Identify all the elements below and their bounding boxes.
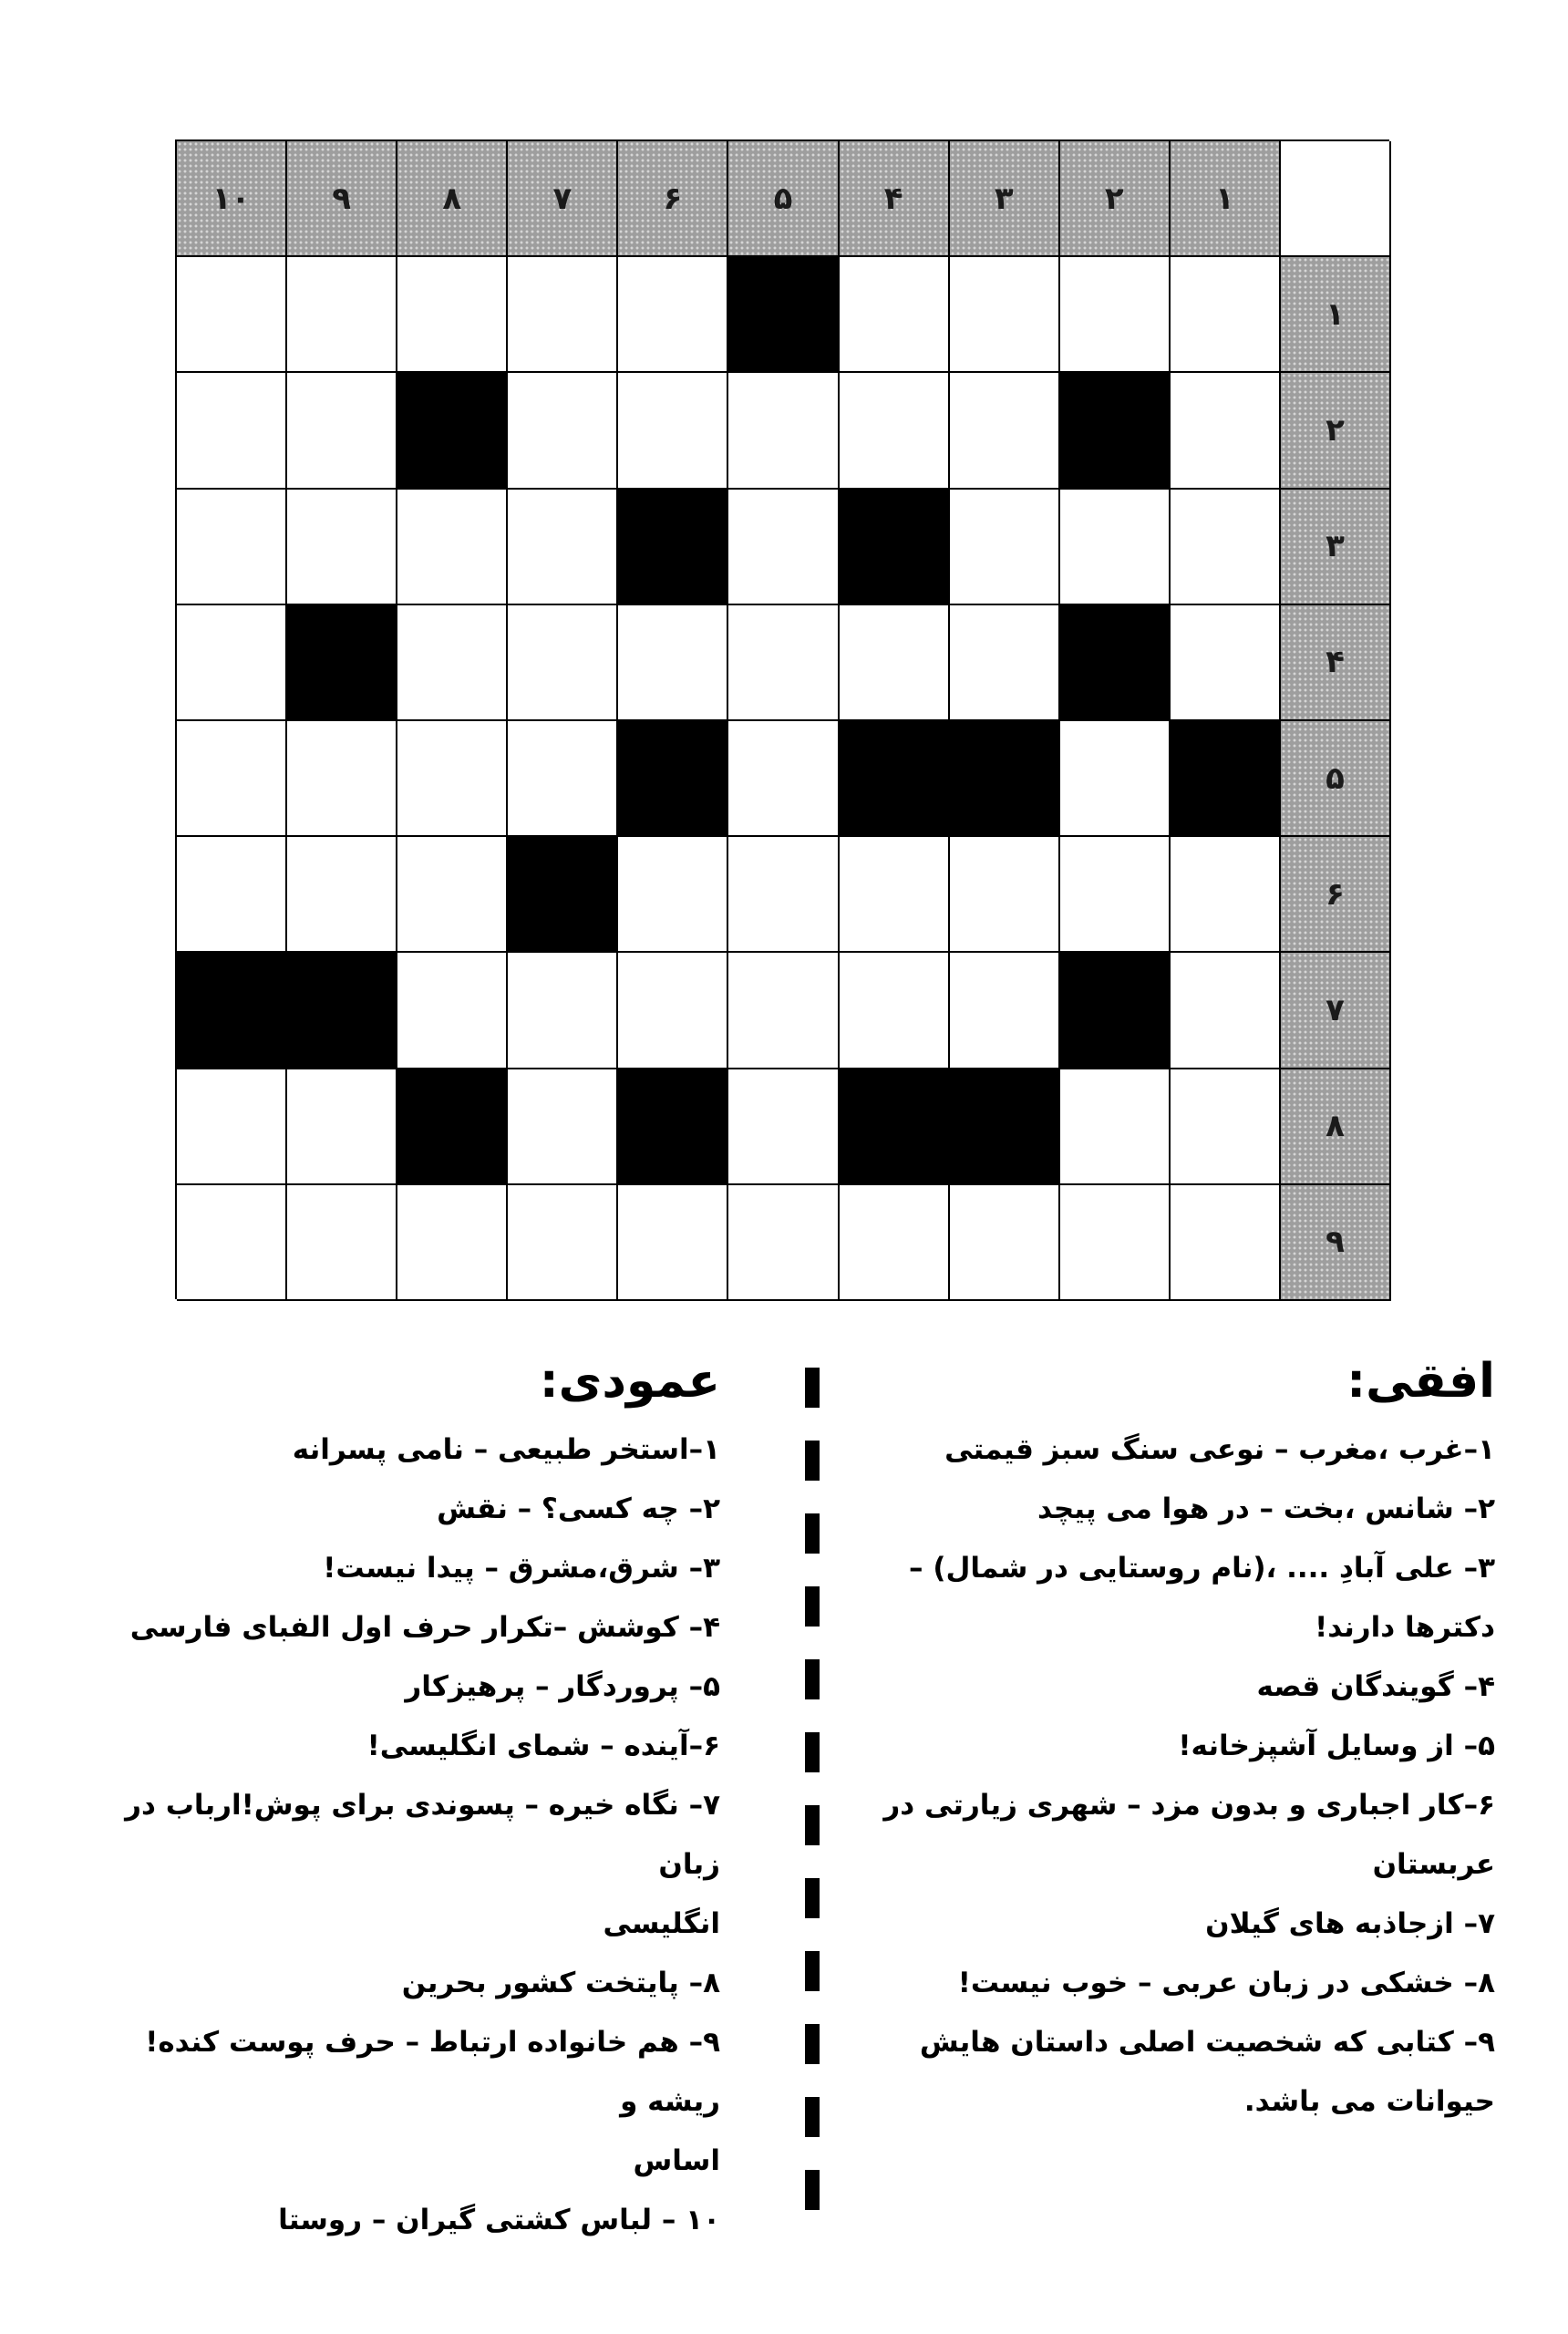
answer-cell[interactable]	[728, 953, 839, 1069]
crossword-grid	[175, 139, 1389, 1299]
black-cell	[287, 605, 397, 721]
answer-cell[interactable]	[287, 1185, 397, 1301]
down-clue-line: اساس	[633, 2144, 720, 2177]
answer-cell[interactable]	[1171, 837, 1281, 953]
answer-cell[interactable]	[1171, 257, 1281, 373]
column-header: ۹	[287, 141, 397, 257]
across-clue-line: ۳– علی آبادِ .... ،(نام روستایی در شمال) –	[909, 1552, 1495, 1585]
black-cell	[397, 1069, 508, 1185]
answer-cell[interactable]	[728, 1069, 839, 1185]
answer-cell[interactable]	[840, 257, 950, 373]
answer-cell[interactable]	[177, 837, 287, 953]
answer-cell[interactable]	[618, 1185, 728, 1301]
row-header: ۵	[1281, 721, 1391, 837]
down-clue-list	[64, 1420, 720, 2250]
row-header: ۷	[1281, 953, 1391, 1069]
row-header: ۴	[1281, 605, 1391, 721]
answer-cell[interactable]	[840, 605, 950, 721]
across-clue-line: ۸– خشکی در زبان عربی – خوب نیست!	[957, 1967, 1495, 1999]
answer-cell[interactable]	[950, 953, 1060, 1069]
row-header: ۳	[1281, 490, 1391, 605]
black-cell	[1060, 605, 1171, 721]
answer-cell[interactable]	[950, 373, 1060, 489]
down-clue-line: ۱۰ – لباس کشتی گیران – روستا	[278, 2204, 720, 2236]
answer-cell[interactable]	[397, 953, 508, 1069]
row-header: ۹	[1281, 1185, 1391, 1301]
column-header: ۴	[840, 141, 950, 257]
answer-cell[interactable]	[728, 721, 839, 837]
answer-cell[interactable]	[397, 605, 508, 721]
column-header: ۱۰	[177, 141, 287, 257]
answer-cell[interactable]	[1060, 837, 1171, 953]
down-clue-line: ۴– کوشش –تکرار حرف اول الفبای فارسی	[129, 1611, 720, 1644]
answer-cell[interactable]	[287, 373, 397, 489]
answer-cell[interactable]	[397, 837, 508, 953]
answer-cell[interactable]	[287, 490, 397, 605]
row-header: ۲	[1281, 373, 1391, 489]
down-clue-line: ۱–استخر طبیعی – نامی پسرانه	[292, 1433, 720, 1466]
answer-cell[interactable]	[728, 1185, 839, 1301]
answer-cell[interactable]	[177, 721, 287, 837]
answer-cell[interactable]	[1060, 490, 1171, 605]
down-clues	[64, 1349, 720, 2250]
answer-cell[interactable]	[508, 721, 618, 837]
black-cell	[950, 1069, 1060, 1185]
answer-cell[interactable]	[177, 1069, 287, 1185]
black-cell	[1060, 953, 1171, 1069]
down-clue-line: انگلیسی	[603, 1907, 720, 1940]
column-header: ۵	[728, 141, 839, 257]
answer-cell[interactable]	[840, 953, 950, 1069]
answer-cell[interactable]	[950, 837, 1060, 953]
answer-cell[interactable]	[508, 605, 618, 721]
across-clue-line: ۲– شانس ،بخت – در هوا می پیچد	[1037, 1492, 1495, 1525]
answer-cell[interactable]	[287, 721, 397, 837]
answer-cell[interactable]	[950, 490, 1060, 605]
answer-cell[interactable]	[840, 1185, 950, 1301]
black-cell	[840, 1069, 950, 1185]
across-clue-line: عربستان	[1372, 1848, 1495, 1881]
column-header: ۷	[508, 141, 618, 257]
answer-cell[interactable]	[1060, 1185, 1171, 1301]
answer-cell[interactable]	[618, 837, 728, 953]
black-cell	[618, 721, 728, 837]
answer-cell[interactable]	[397, 1185, 508, 1301]
answer-cell[interactable]	[1060, 721, 1171, 837]
answer-cell[interactable]	[618, 953, 728, 1069]
answer-cell[interactable]	[950, 257, 1060, 373]
black-cell	[1171, 721, 1281, 837]
column-header: ۳	[950, 141, 1060, 257]
answer-cell[interactable]	[508, 257, 618, 373]
black-cell	[840, 490, 950, 605]
down-clue-line: ۲– چه کسی؟ – نقش	[437, 1492, 720, 1525]
black-cell	[950, 721, 1060, 837]
column-header: ۸	[397, 141, 508, 257]
black-cell	[287, 953, 397, 1069]
column-header: ۲	[1060, 141, 1171, 257]
across-clue-line: ۷– ازجاذبه های گیلان	[1205, 1907, 1495, 1940]
answer-cell[interactable]	[177, 257, 287, 373]
answer-cell[interactable]	[1171, 1069, 1281, 1185]
across-clue-list	[784, 1420, 1495, 2132]
answer-cell[interactable]	[397, 490, 508, 605]
down-heading: عمودی:	[539, 1354, 720, 1409]
down-clue-line: ۷– نگاه خیره – پسوندی برای پوش!ارباب در زبان	[125, 1789, 720, 1881]
across-clue-line: ۱–غرب ،مغرب – نوعی سنگ سبز قیمتی	[944, 1433, 1495, 1466]
row-header: ۶	[1281, 837, 1391, 953]
answer-cell[interactable]	[287, 257, 397, 373]
answer-cell[interactable]	[1060, 1069, 1171, 1185]
answer-cell[interactable]	[177, 1185, 287, 1301]
answer-cell[interactable]	[397, 257, 508, 373]
across-heading: افقی:	[1346, 1354, 1495, 1409]
across-clue-line: ۵– از وسایل آشپزخانه!	[1178, 1730, 1495, 1762]
down-clue-line: ۳– شرق،مشرق – پیدا نیست!	[323, 1552, 720, 1585]
across-clues	[784, 1349, 1495, 2132]
down-clue-line: ۵– پروردگار – پرهیزکار	[405, 1670, 720, 1703]
row-header: ۱	[1281, 257, 1391, 373]
black-cell	[840, 721, 950, 837]
answer-cell[interactable]	[840, 373, 950, 489]
answer-cell[interactable]	[508, 373, 618, 489]
answer-cell[interactable]	[1171, 953, 1281, 1069]
answer-cell[interactable]	[177, 490, 287, 605]
answer-cell[interactable]	[1171, 490, 1281, 605]
black-cell	[728, 257, 839, 373]
answer-cell[interactable]	[950, 1185, 1060, 1301]
black-cell	[177, 953, 287, 1069]
across-clue-line: ۴– گویندگان قصه	[1256, 1670, 1495, 1703]
down-clue-line: ۸– پایتخت کشور بحرین	[401, 1967, 720, 1999]
answer-cell[interactable]	[508, 1069, 618, 1185]
across-clue-line: دکترها دارند!	[1315, 1611, 1495, 1644]
black-cell	[397, 373, 508, 489]
answer-cell[interactable]	[728, 605, 839, 721]
black-cell	[1060, 373, 1171, 489]
answer-cell[interactable]	[618, 605, 728, 721]
answer-cell[interactable]	[397, 721, 508, 837]
black-cell	[618, 1069, 728, 1185]
answer-cell[interactable]	[177, 373, 287, 489]
across-clue-line: حیوانات می باشد.	[1243, 2085, 1495, 2118]
answer-cell[interactable]	[728, 373, 839, 489]
answer-cell[interactable]	[840, 837, 950, 953]
down-clue-line: ۶–آینده – شمای انگلیسی!	[366, 1730, 720, 1762]
divider-dash	[805, 2170, 820, 2210]
answer-cell[interactable]	[1171, 1185, 1281, 1301]
answer-cell[interactable]	[950, 605, 1060, 721]
answer-cell[interactable]	[618, 257, 728, 373]
answer-cell[interactable]	[508, 1185, 618, 1301]
answer-cell[interactable]	[728, 490, 839, 605]
answer-cell[interactable]	[508, 490, 618, 605]
black-cell	[618, 490, 728, 605]
answer-cell[interactable]	[1171, 373, 1281, 489]
row-header: ۸	[1281, 1069, 1391, 1185]
answer-cell[interactable]	[728, 837, 839, 953]
answer-cell[interactable]	[1060, 257, 1171, 373]
black-cell	[508, 837, 618, 953]
answer-cell[interactable]	[1171, 605, 1281, 721]
column-header: ۶	[618, 141, 728, 257]
answer-cell[interactable]	[177, 605, 287, 721]
across-clue-line: ۶–کار اجباری و بدون مزد – شهری زیارتی در	[883, 1789, 1495, 1822]
grid-corner	[1281, 141, 1391, 257]
down-clue-line: ۹– هم خانواده ارتباط – حرف پوست کنده! ریشه و	[145, 2026, 720, 2118]
answer-cell[interactable]	[618, 373, 728, 489]
across-clue-line: ۹– کتابی که شخصیت اصلی داستان هایش	[919, 2026, 1495, 2059]
answer-cell[interactable]	[508, 953, 618, 1069]
answer-cell[interactable]	[287, 837, 397, 953]
answer-cell[interactable]	[287, 1069, 397, 1185]
column-header: ۱	[1171, 141, 1281, 257]
